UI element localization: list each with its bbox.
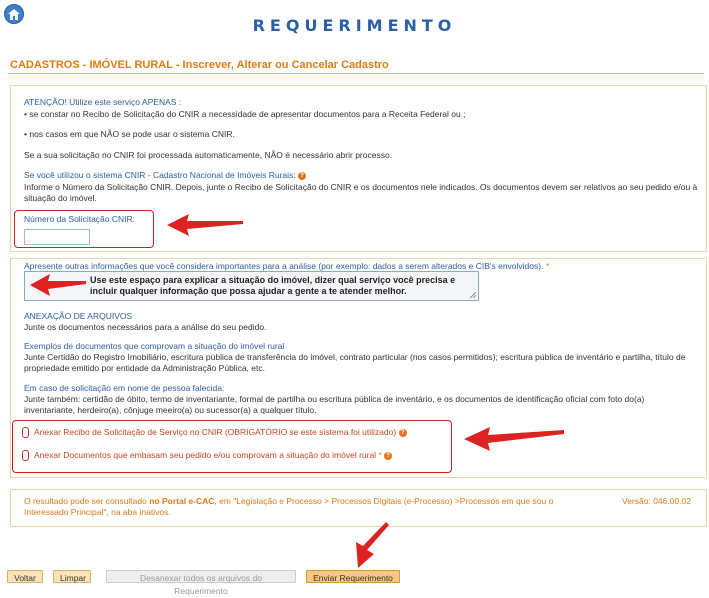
- attach-documents-label: Anexar Documentos que embasam seu pedido e/ou comprovam a situação do imóvel rural: [34, 450, 377, 460]
- attach-cnir-label: Anexar Recibo de Solicitação de Serviço no CNIR (OBRIGATÓRIO se este sistema foi utilizado): [34, 427, 397, 437]
- paperclip-icon: [22, 427, 29, 438]
- required-mark: *: [378, 450, 382, 460]
- cnir-number-input[interactable]: [24, 229, 90, 245]
- help-icon[interactable]: ?: [298, 172, 306, 180]
- notice-line-1: • se constar no Recibo de Solicitação do CNIR a necessidade de apresentar documentos para a Receita Federal ou ;: [24, 109, 466, 119]
- version-label: Versão: 046.00.02: [622, 496, 692, 506]
- ecac-link[interactable]: no Portal e-CAC: [149, 496, 215, 506]
- notice-title: ATENÇÃO! Utilize este serviço APENAS :: [24, 97, 182, 107]
- info-textarea-value: Use este espaço para explicar a situação do imóvel, dizer qual serviço você precisa e incluir qualquer informação que possa ajudar a gente a te atender melhor.: [90, 275, 456, 296]
- section-heading: CADASTROS - IMÓVEL RURAL - Inscrever, Alterar ou Cancelar Cadastro: [10, 59, 389, 71]
- result-text-post: , em "Legislação e Processo > Processos Digitais (e-Processo) >Processos em que sou o Interessado Principal", na aba inativos.: [24, 496, 554, 517]
- result-info: [24, 496, 584, 518]
- attach-documents-link[interactable]: [22, 450, 392, 461]
- required-mark: *: [545, 261, 550, 271]
- paperclip-icon: [22, 450, 29, 461]
- notice-line-2: • nos casos em que NÃO se pode usar o sistema CNIR.: [24, 129, 235, 139]
- attachments-title: ANEXAÇÃO DE ARQUIVOS: [24, 311, 133, 321]
- red-arrow-icon: [352, 520, 392, 570]
- clear-button[interactable]: Limpar: [53, 570, 91, 583]
- result-text-pre: O resultado pode ser consultado: [24, 496, 150, 506]
- cnir-number-label: Número da Solicitação CNIR:: [24, 214, 136, 224]
- examples-text: Junte Certidão do Registro Imobiliário, escritura pública de transferência do imóvel, contrato particular (nos casos permitidos); escritura pública de inventário e partilha, título de propriedade emitido por entidade da Administração Pública, etc.: [24, 352, 686, 373]
- back-button[interactable]: Voltar: [7, 570, 43, 583]
- deceased-title: Em caso de solicitação em nome de pessoa falecida:: [24, 383, 225, 393]
- help-icon[interactable]: ?: [384, 452, 392, 460]
- detach-all-button[interactable]: Desanexar todos os arquivos do Requerimento: [106, 570, 296, 583]
- notice-line-3: Se a sua solicitação no CNIR foi processada automaticamente, NÃO é necessário abrir processo.: [24, 150, 393, 160]
- attach-cnir-link[interactable]: [22, 427, 407, 438]
- cnir-info: Informe o Número da Solicitação CNIR. Depois, junte o Recibo de Solicitação do CNIR e os documentos nele indicados. Os documentos devem ser relativos ao seu pedido e/ou à situação do imóvel.: [24, 182, 698, 203]
- red-arrow-icon: [28, 272, 88, 298]
- red-arrow-icon: [462, 424, 566, 454]
- deceased-text: Junte também: certidão de óbito, termo de inventariante, formal de partilha ou escritura pública de inventário, e os documentos de identificação oficial com foto do(a) inventariante, herdeiro(a), cônjuge meeiro(a) ou sucessor(a) a qualquer título.: [24, 394, 645, 415]
- attachments-subtitle: Junte os documentos necessários para a análise do seu pedido.: [24, 322, 267, 332]
- divider: [8, 73, 704, 74]
- help-icon[interactable]: ?: [399, 429, 407, 437]
- cnir-used-title: [24, 170, 306, 181]
- page-title: REQUERIMENTO: [252, 16, 457, 35]
- red-arrow-icon: [165, 212, 245, 238]
- cnir-used-label: Se você utilizou o sistema CNIR - Cadastro Nacional de Imóveis Rurais:: [24, 170, 296, 180]
- examples-title: Exemplos de documentos que comprovam a situação do imóvel rural: [24, 341, 285, 351]
- info-label: Apresente outras informações que você considera importantes para a análise (por exemplo: dados a serem alterados e CIB's envolvidos).: [24, 261, 544, 271]
- submit-button[interactable]: Enviar Requerimento: [306, 570, 400, 583]
